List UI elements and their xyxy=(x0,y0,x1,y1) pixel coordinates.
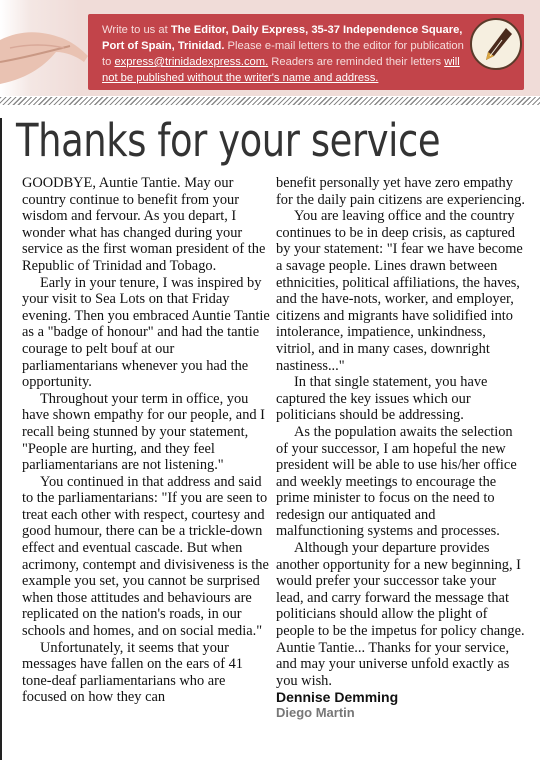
banner-address: The Editor, Daily Express, 35-37 Independence Square, Port of Spain, Trinidad. xyxy=(102,24,463,52)
headline: Thanks for your service xyxy=(16,114,441,167)
author-location: Diego Martin xyxy=(276,705,355,721)
paragraph: Although your departure provides another opportunity for a new beginning, I would prefer your successor take your lead, and carry forward the message that politicians should allow the plight of people to be the impetus for policy change. Auntie Tantie... Thanks for your service, and may your universe unfold exactly as you wish. xyxy=(276,540,525,689)
paragraph: Unfortunately, it seems that your messages have fallen on the ears of 41 tone-deaf parliamentarians who are focused on how they can xyxy=(22,639,243,706)
fountain-pen-icon xyxy=(468,16,524,72)
banner-reminder-link[interactable]: will not be published without the writer's name and address. xyxy=(102,56,460,84)
paragraph: In that single statement, you have captured the key issues which our politicians should be addressing. xyxy=(276,374,488,424)
column-rule xyxy=(0,118,2,760)
body-column-right xyxy=(276,175,526,721)
paragraph: Throughout your term in office, you have shown empathy for our people, and I recall being stunned by your statement, "People are hurting, and they feel parliamentarians are not listening." xyxy=(22,390,265,474)
banner-email-prompt: Please e-mail letters to the editor for publication to xyxy=(102,40,464,68)
author-name: Dennise Demming xyxy=(276,689,399,706)
paragraph: Early in your tenure, I was inspired by your visit to Sea Lots on that Friday evening. Then you embraced Auntie Tantie as a "badge of honour" and had the tantie courage to pelt bouf at our parliamentarians whenever you had the opportunity. xyxy=(22,274,270,391)
banner-email-link[interactable]: express@trinidadexpress.com. xyxy=(114,56,269,68)
body-column-left xyxy=(22,175,272,706)
writing-hand-icon xyxy=(0,22,100,92)
paragraph: You are leaving office and the country continues to be in deep crisis, as captured by your statement: "I fear we have become a savage people. Lines drawn between ethnicities, political affiliations, the haves, and the have-nots, worker, and employer, citizens and migrants have solidified into intolerance, impatience, unkindness, vitriol, and in many cases, downright nastiness..." xyxy=(276,208,523,374)
paragraph: You continued in that address and said to the parliamentarians: "If you are seen to treat each other with respect, courtesy and good humour, there can be a trickle-down effect and eventual cascade. But when acrimony, contempt and divisiveness is the example you set, you cannot be surprised when those attitudes and behaviours are replicated on the nation's roads, in our schools and homes, and on social media." xyxy=(22,473,269,640)
paragraph: GOODBYE, Auntie Tantie. May our country continue to benefit from your wisdom and fervour. As you depart, I wonder what has changed during your service as the first woman president of the Republic of Trinidad and Tobago. xyxy=(22,175,266,274)
paragraph-continued: benefit personally yet have zero empathy for the daily pain citizens are experiencing. xyxy=(276,175,525,208)
hatched-divider xyxy=(0,97,540,105)
banner-reminder: Readers are reminded their letters xyxy=(268,56,445,68)
banner-intro: Write to us at xyxy=(102,24,171,36)
letters-info-text xyxy=(102,22,472,86)
paragraph: As the population awaits the selection of your successor, I am hopeful the new president will be able to use his/her office and weekly meetings to encourage the prime minister to focus on the need to redesign our antiquated and malfunctioning systems and processes. xyxy=(276,423,517,540)
